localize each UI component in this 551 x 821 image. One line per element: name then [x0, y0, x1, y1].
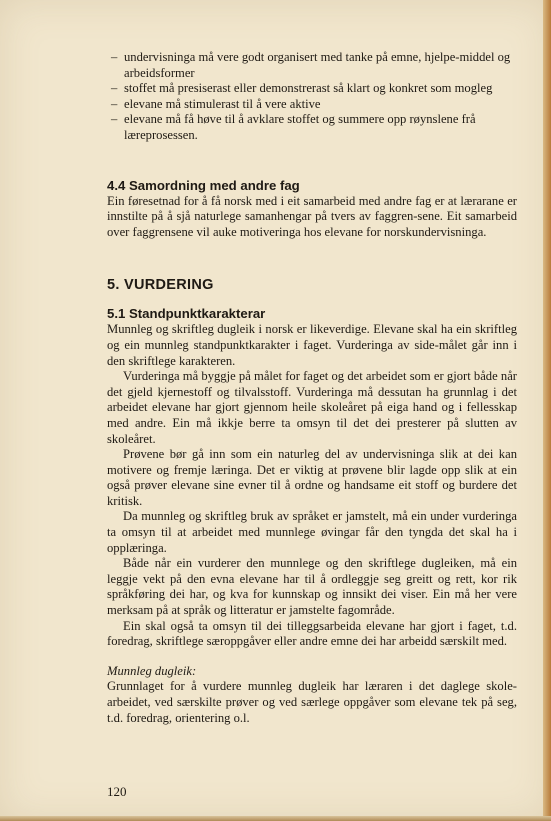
- page-edge-right: [543, 0, 551, 821]
- chapter-heading-vurdering: 5. VURDERING: [107, 277, 214, 294]
- munnleg-heading: Munnleg dugleik:: [107, 663, 197, 678]
- page-edge-bottom: [0, 816, 551, 821]
- list-item: – elevane må stimulerast til å vere aktive: [107, 97, 517, 113]
- paragraph: Prøvene bør gå inn som ein naturleg del av undervisninga slik at dei kan motivere og fremje læringa. Det er viktig at prøvene blir lagde opp slik at ein også prøver elevane sine evner til å ordne og handsame eit stoff og burdere det kritisk.: [107, 447, 517, 508]
- section-4-4-text: Ein føresetnad for å få norsk med i eit samarbeid med andre fag er at lærarane er innstilte på å sjå naturlege samanhengar på tvers av faggren-sene. Eit samarbeid over faggrensene vil auke motiveringa hos elevane for norskundervisninga.: [107, 193, 517, 239]
- paragraph: Vurderinga må byggje på målet for faget og det arbeidet som er gjort både når det gjeld kjernestoff og tilvalsstoff. Vurderinga må dessutan ha grunnlag i det arbeidet elevane har gjort gjennom heile skoleåret på eiga hand og i fellesskap med andre. Ein må ikkje berre ta omsyn til det dei presterer på slutten av skoleåret.: [107, 369, 517, 446]
- page-number: 120: [107, 784, 127, 799]
- list-item: – elevane må få høve til å avklare stoffet og summere opp røynslene frå læreprosessen.: [107, 112, 517, 143]
- list-item: – undervisninga må vere godt organisert med tanke på emne, hjelpe-middel og arbeidsformer: [107, 50, 517, 81]
- paragraph: Da munnleg og skriftleg bruk av språket er jamstelt, må ein under vurderinga ta omsyn til at arbeidet med munnlege øvingar får den tyngda det skal ha i opplæringa.: [107, 509, 517, 555]
- munnleg-text: Grunnlaget for å vurdere munnleg dugleik har læraren i det daglege skole-arbeidet, ved særskilte prøver og ved særlege oppgåver som elevane tek på seg, t.d. foredrag, orientering o.l.: [107, 679, 517, 725]
- bullet-list: [107, 50, 517, 144]
- paragraph: Ein skal også ta omsyn til dei tilleggsarbeida elevane har gjort i faget, t.d. foredrag, skriftlege særoppgåver eller andre emne dei har arbeidd særskilt med.: [107, 618, 517, 649]
- page-content: [107, 50, 517, 726]
- list-item: – stoffet må presiserast eller demonstrerast så klart og konkret som mogleg: [107, 81, 517, 97]
- paragraph: Munnleg og skriftleg dugleik i norsk er likeverdige. Elevane skal ha ein skriftleg og ein munnleg standpunktkarakter i faget. Vurderinga av side-målet går inn i den skriftlege karakteren.: [107, 322, 517, 368]
- section-heading-4-4: 4.4 Samordning med andre fag: [107, 177, 300, 193]
- paragraph: Både når ein vurderer den munnlege og den skriftlege dugleiken, må ein leggje vekt på den evna elevane har til å ordleggje seg greitt og rett, kor rik språkføring dei har, og kva for kunnskap og innsikt dei viser. Ein må her vere merksam på at språk og litteratur er jamstelte fagområde.: [107, 556, 517, 618]
- section-heading-5-1: 5.1 Standpunktkarakterar: [107, 306, 266, 322]
